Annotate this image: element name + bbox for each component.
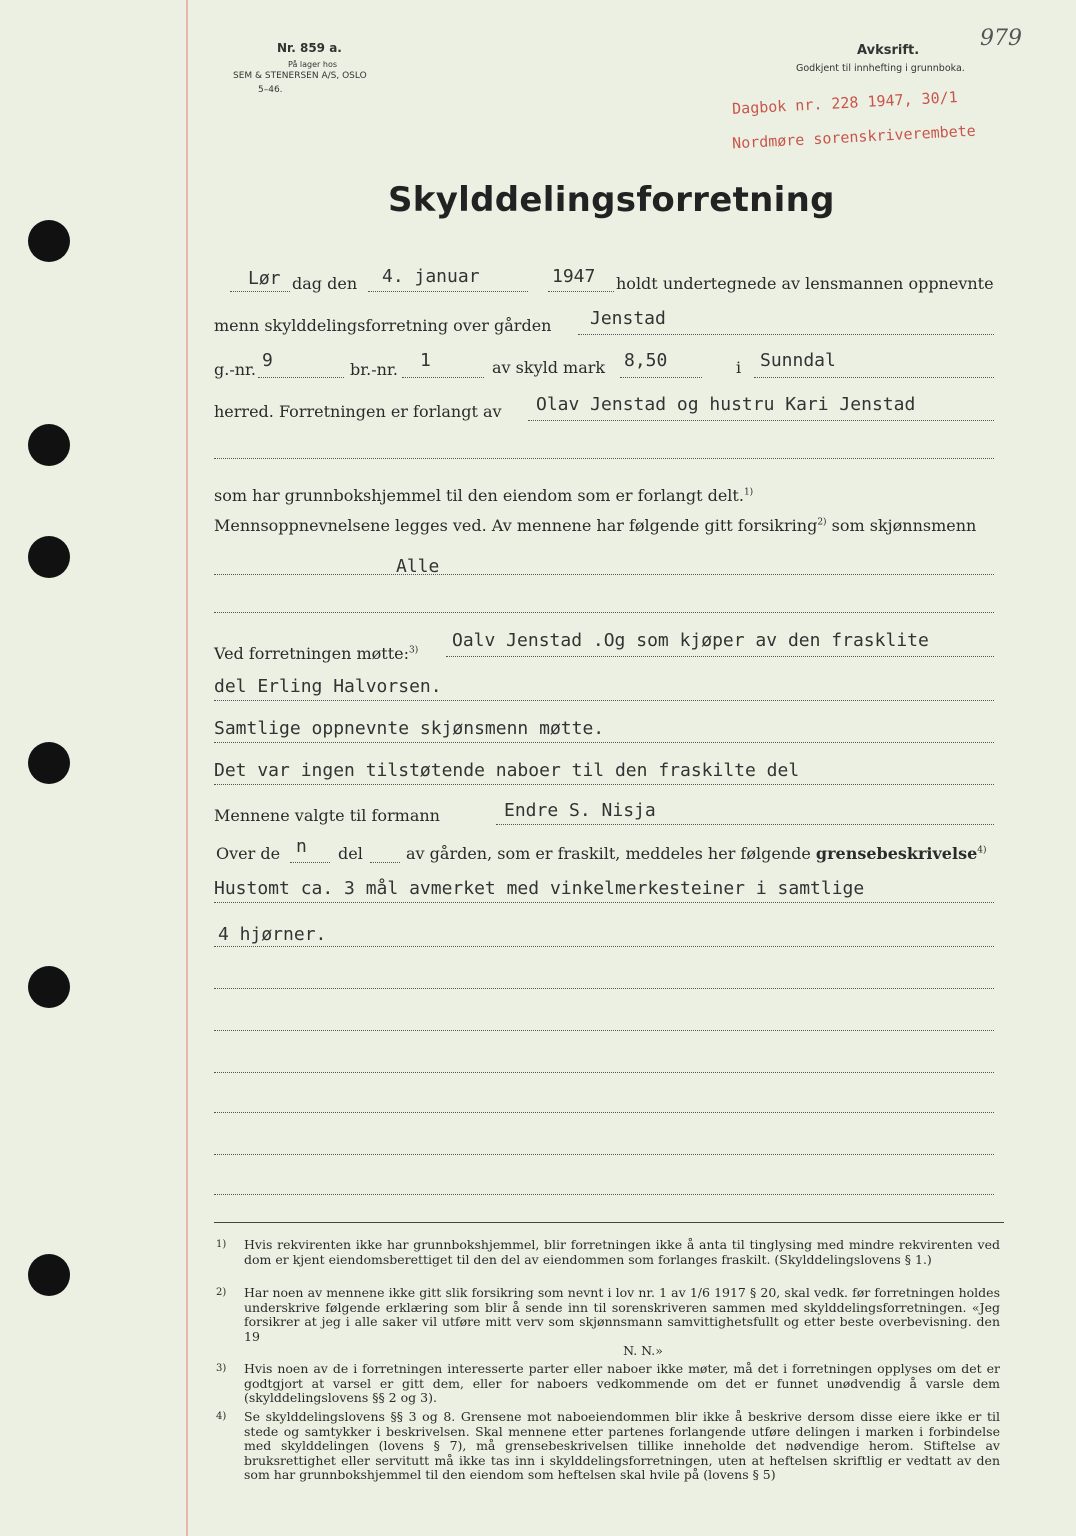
fill-line (214, 1194, 994, 1195)
fill-line (214, 988, 994, 989)
footnote-1-marker: 1) (216, 1239, 227, 1250)
over-value: n (296, 836, 307, 857)
footnote-4 (216, 1410, 1000, 1483)
footnote-ref-3: 3) (408, 645, 419, 656)
fill-line (214, 784, 994, 785)
footnote-2-signature: N. N.» (623, 1343, 663, 1359)
fill-line (258, 377, 344, 378)
grense-value-1: Hustomt ca. 3 mål avmerket med vinkelmerkesteiner i samtlige (214, 878, 865, 899)
fill-line (214, 1112, 994, 1113)
footnote-3-text: Hvis noen av de i forretningen interesserte parter eller naboer ikke møter, må det i forretningen opplyses om det er godtgjort at varsel er gitt dem, eller for naboers vedkommende om det er funnet unødvendig å varsle dem (skylddelingslovens §§ 2 og 3). (244, 1361, 1000, 1406)
fill-line (578, 334, 994, 335)
weekday-value: Lør (248, 268, 281, 289)
i-label: i (736, 358, 742, 377)
menns-statement: Mennsoppnevnelsene legges ved. Av mennene har følgende gitt forsikring (214, 516, 818, 535)
ved-value-4: Det var ingen tilstøtende naboer til den fraskilte del (214, 760, 800, 781)
menn-text: menn skylddelingsforretning over gården (214, 316, 552, 335)
punch-hole (28, 1254, 70, 1296)
year-value: 1947 (552, 266, 596, 287)
fill-line (214, 458, 994, 459)
footnote-1-text: Hvis rekvirenten ikke har grunnbokshjemmel, blir forretningen ikke å anta til tinglysing med mindre rekvirenten ved dom er kjent eiendomsberettiget til den del av eiendommen som forlanges fraskilt. (Skylddelingslovens § 1.) (244, 1237, 1000, 1267)
gard-value: Jenstad (590, 308, 666, 329)
grense-text (406, 844, 987, 863)
journal-stamp-line-1: Dagbok nr. 228 1947, 30/1 (731, 88, 959, 118)
fill-line (548, 291, 614, 292)
footnote-2-text: Har noen av mennene ikke gitt slik forsikring som nevnt i lov nr. 1 av 1/6 1917 § 20, skal vedk. før forretningen holdes underskrive følgende erklæring som blir å sende inn til sorenskriveren sammen med skylddelingsforretningen. «Jeg forsikrer at jeg i alle saker vil utføre mitt verv som skjønnsmann samvittighetsfullt og etter beste overbevisning. den 19 (244, 1285, 1000, 1344)
del-label: del (338, 844, 363, 863)
date-value: 4. januar (382, 266, 480, 287)
stock-note: På lager hos (288, 60, 337, 69)
fill-line (368, 291, 528, 292)
margin-line (186, 0, 188, 1536)
form-number: Nr. 859 a. (277, 41, 342, 55)
gnr-label: g.-nr. (214, 360, 257, 379)
footnote-3 (216, 1362, 1000, 1406)
footnote-ref-4: 4) (977, 845, 987, 856)
ved-value-1: Oalv Jenstad .Og som kjøper av den frasklite (452, 630, 929, 651)
fill-line (214, 1072, 994, 1073)
menns-text (214, 516, 976, 535)
menns-tail: som skjønnsmenn (831, 516, 977, 535)
skyld-label: av skyld mark (492, 358, 606, 377)
dag-label: dag den (292, 274, 358, 293)
forlangt-value: Olav Jenstad og hustru Kari Jenstad (536, 394, 916, 415)
fill-line (214, 1030, 994, 1031)
footnote-ref-2: 2) (817, 517, 827, 528)
formann-value: Endre S. Nisja (504, 800, 656, 821)
punch-hole (28, 742, 70, 784)
punch-hole (28, 536, 70, 578)
fill-line (214, 574, 994, 575)
footnote-2-marker: 2) (216, 1287, 227, 1298)
fill-line (754, 377, 994, 378)
punch-hole (28, 966, 70, 1008)
fill-line (230, 291, 290, 292)
skyld-value: 8,50 (624, 350, 668, 371)
footnote-rule (214, 1222, 1004, 1223)
bnr-label: br.-nr. (350, 360, 398, 379)
fill-line (446, 656, 994, 657)
fill-line (214, 946, 994, 947)
publisher: SEM & STENERSEN A/S, OSLO (233, 71, 367, 81)
fill-line (528, 420, 994, 421)
alle-value: Alle (396, 556, 440, 577)
avskrift-note: Godkjent til innhefting i grunnboka. (796, 63, 965, 74)
footnote-4-marker: 4) (216, 1411, 227, 1422)
journal-stamp-line-2: Nordmøre sorenskriverembete (731, 121, 977, 153)
gnr-value: 9 (262, 350, 273, 371)
fill-line (214, 612, 994, 613)
ved-text (214, 644, 418, 663)
ved-value-2: del Erling Halvorsen. (214, 676, 442, 697)
kommune-value: Sunndal (760, 350, 836, 371)
grunnbok-text (214, 486, 753, 505)
herred-text: herred. Forretningen er forlangt av (214, 402, 502, 421)
footnote-ref-1: 1) (743, 487, 754, 498)
fill-line (290, 862, 330, 863)
grunnbok-statement: som har grunnbokshjemmel til den eiendom som er forlangt delt. (214, 486, 744, 505)
footnote-1 (216, 1238, 1000, 1267)
fill-line (370, 862, 400, 863)
ved-label: Ved forretningen møtte: (214, 644, 409, 663)
punch-hole (28, 424, 70, 466)
formann-text: Mennene valgte til formann (214, 806, 440, 825)
footnote-2 (216, 1286, 1000, 1359)
garden-text: av gården, som er fraskilt, meddeles her følgende (406, 844, 811, 863)
fill-line (214, 1154, 994, 1155)
over-text: Over de (216, 844, 281, 863)
punch-hole (28, 220, 70, 262)
bnr-value: 1 (420, 350, 431, 371)
print-date: 5–46. (258, 85, 283, 95)
ved-value-3: Samtlige oppnevnte skjønsmenn møtte. (214, 718, 605, 739)
fill-line (496, 824, 994, 825)
page-number: 979 (980, 26, 1022, 51)
avskrift-title: Avksrift. (857, 43, 920, 58)
fill-line (214, 742, 994, 743)
grense-value-2: 4 hjørner. (218, 924, 327, 945)
fill-line (214, 902, 994, 903)
fill-line (214, 700, 994, 701)
grense-bold: grensebeskrivelse (815, 844, 978, 863)
fill-line (402, 377, 484, 378)
fill-line (620, 377, 702, 378)
footnote-3-marker: 3) (216, 1363, 227, 1374)
footnote-4-text: Se skylddelingslovens §§ 3 og 8. Grensene mot naboeiendommen blir ikke å beskrive dersom disse eiere ikke er til stede og samtykker i beskrivelsen. Skal mennene etter partenes forlangende utføre delingen i marken i forbindelse med skylddelingen (lovens § 7), må grensebeskrivelsen tillike inneholde det nødvendige herom. Stiftelse av bruksrettighet eller servitutt må ikke tas inn i skylddelingsforretningen, uten at heftelsen skriftlig er vedtatt av den som har grunnbokshjemmel til den eiendom som heftelsen skal hvile på (lovens § 5) (244, 1409, 1000, 1483)
holdt-text: holdt undertegnede av lensmannen oppnevnte (616, 274, 994, 293)
document-title: Skylddelingsforretning (388, 180, 835, 220)
